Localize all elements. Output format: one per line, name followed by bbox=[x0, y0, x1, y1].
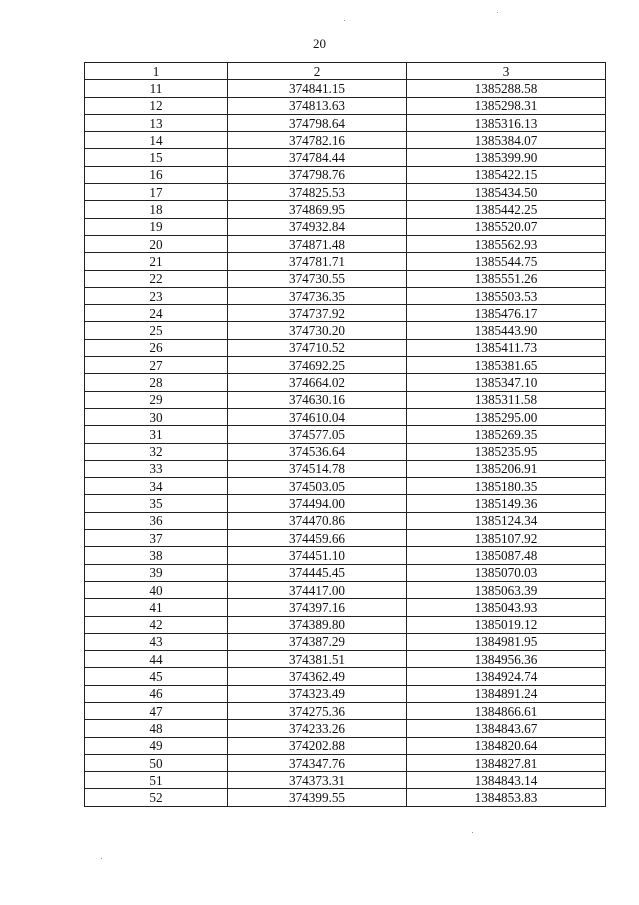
table-row bbox=[85, 408, 606, 425]
cell-x-coordinate: 374373.31 bbox=[228, 772, 407, 789]
table-header-row bbox=[85, 63, 606, 80]
cell-y-coordinate: 1384820.64 bbox=[407, 737, 606, 754]
cell-y-coordinate: 1385311.58 bbox=[407, 391, 606, 408]
cell-x-coordinate: 374577.05 bbox=[228, 426, 407, 443]
cell-x-coordinate: 374932.84 bbox=[228, 218, 407, 235]
cell-y-coordinate: 1385384.07 bbox=[407, 132, 606, 149]
table-row bbox=[85, 339, 606, 356]
table-row bbox=[85, 357, 606, 374]
cell-y-coordinate: 1384827.81 bbox=[407, 754, 606, 771]
cell-x-coordinate: 374813.63 bbox=[228, 97, 407, 114]
cell-x-coordinate: 374692.25 bbox=[228, 357, 407, 374]
cell-point-number: 48 bbox=[85, 720, 228, 737]
table-row bbox=[85, 616, 606, 633]
scan-speck bbox=[472, 832, 473, 833]
cell-point-number: 27 bbox=[85, 357, 228, 374]
cell-y-coordinate: 1385235.95 bbox=[407, 443, 606, 460]
cell-x-coordinate: 374798.76 bbox=[228, 166, 407, 183]
cell-x-coordinate: 374362.49 bbox=[228, 668, 407, 685]
cell-y-coordinate: 1385295.00 bbox=[407, 408, 606, 425]
cell-x-coordinate: 374399.55 bbox=[228, 789, 407, 806]
cell-point-number: 52 bbox=[85, 789, 228, 806]
table-row bbox=[85, 564, 606, 581]
cell-x-coordinate: 374825.53 bbox=[228, 184, 407, 201]
table-row bbox=[85, 426, 606, 443]
cell-x-coordinate: 374389.80 bbox=[228, 616, 407, 633]
cell-y-coordinate: 1385269.35 bbox=[407, 426, 606, 443]
cell-x-coordinate: 374275.36 bbox=[228, 702, 407, 719]
page-number: 20 bbox=[313, 36, 326, 51]
table-row bbox=[85, 737, 606, 754]
cell-y-coordinate: 1384843.14 bbox=[407, 772, 606, 789]
cell-y-coordinate: 1384843.67 bbox=[407, 720, 606, 737]
cell-y-coordinate: 1385298.31 bbox=[407, 97, 606, 114]
table-row bbox=[85, 253, 606, 270]
table-row bbox=[85, 754, 606, 771]
cell-point-number: 18 bbox=[85, 201, 228, 218]
scan-speck bbox=[101, 858, 102, 859]
coordinates-table-body bbox=[85, 63, 606, 807]
cell-point-number: 36 bbox=[85, 512, 228, 529]
cell-point-number: 28 bbox=[85, 374, 228, 391]
cell-y-coordinate: 1385019.12 bbox=[407, 616, 606, 633]
cell-y-coordinate: 1384981.95 bbox=[407, 633, 606, 650]
cell-point-number: 14 bbox=[85, 132, 228, 149]
table-row bbox=[85, 685, 606, 702]
cell-point-number: 25 bbox=[85, 322, 228, 339]
cell-y-coordinate: 1385411.73 bbox=[407, 339, 606, 356]
cell-point-number: 21 bbox=[85, 253, 228, 270]
cell-y-coordinate: 1385422.15 bbox=[407, 166, 606, 183]
table-row bbox=[85, 201, 606, 218]
column-header-y: 3 bbox=[407, 63, 606, 80]
table-row bbox=[85, 512, 606, 529]
cell-point-number: 32 bbox=[85, 443, 228, 460]
cell-x-coordinate: 374397.16 bbox=[228, 599, 407, 616]
cell-x-coordinate: 374841.15 bbox=[228, 80, 407, 97]
cell-x-coordinate: 374323.49 bbox=[228, 685, 407, 702]
table-row bbox=[85, 166, 606, 183]
scan-speck bbox=[497, 12, 498, 13]
column-header-point: 1 bbox=[85, 63, 228, 80]
cell-point-number: 19 bbox=[85, 218, 228, 235]
table-row bbox=[85, 270, 606, 287]
cell-point-number: 33 bbox=[85, 460, 228, 477]
cell-x-coordinate: 374736.35 bbox=[228, 287, 407, 304]
table-row bbox=[85, 114, 606, 131]
cell-x-coordinate: 374798.64 bbox=[228, 114, 407, 131]
cell-x-coordinate: 374869.95 bbox=[228, 201, 407, 218]
table-row bbox=[85, 443, 606, 460]
table-row bbox=[85, 720, 606, 737]
table-row bbox=[85, 599, 606, 616]
cell-x-coordinate: 374610.04 bbox=[228, 408, 407, 425]
cell-y-coordinate: 1384853.83 bbox=[407, 789, 606, 806]
cell-y-coordinate: 1385562.93 bbox=[407, 235, 606, 252]
cell-point-number: 13 bbox=[85, 114, 228, 131]
cell-x-coordinate: 374514.78 bbox=[228, 460, 407, 477]
cell-y-coordinate: 1385503.53 bbox=[407, 287, 606, 304]
cell-y-coordinate: 1385551.26 bbox=[407, 270, 606, 287]
table-row bbox=[85, 374, 606, 391]
table-row bbox=[85, 132, 606, 149]
cell-y-coordinate: 1385381.65 bbox=[407, 357, 606, 374]
table-row bbox=[85, 772, 606, 789]
cell-point-number: 51 bbox=[85, 772, 228, 789]
cell-point-number: 37 bbox=[85, 530, 228, 547]
cell-point-number: 16 bbox=[85, 166, 228, 183]
cell-x-coordinate: 374202.88 bbox=[228, 737, 407, 754]
table-row bbox=[85, 495, 606, 512]
cell-point-number: 22 bbox=[85, 270, 228, 287]
cell-y-coordinate: 1384924.74 bbox=[407, 668, 606, 685]
table-row bbox=[85, 184, 606, 201]
cell-point-number: 20 bbox=[85, 235, 228, 252]
cell-x-coordinate: 374737.92 bbox=[228, 305, 407, 322]
cell-y-coordinate: 1385206.91 bbox=[407, 460, 606, 477]
table-row bbox=[85, 651, 606, 668]
column-header-x: 2 bbox=[228, 63, 407, 80]
cell-y-coordinate: 1384956.36 bbox=[407, 651, 606, 668]
table-row bbox=[85, 391, 606, 408]
cell-y-coordinate: 1385443.90 bbox=[407, 322, 606, 339]
cell-x-coordinate: 374871.48 bbox=[228, 235, 407, 252]
cell-y-coordinate: 1385544.75 bbox=[407, 253, 606, 270]
cell-x-coordinate: 374781.71 bbox=[228, 253, 407, 270]
table-row bbox=[85, 460, 606, 477]
scan-speck bbox=[344, 20, 345, 21]
cell-point-number: 24 bbox=[85, 305, 228, 322]
cell-point-number: 43 bbox=[85, 633, 228, 650]
cell-x-coordinate: 374730.55 bbox=[228, 270, 407, 287]
cell-y-coordinate: 1385124.34 bbox=[407, 512, 606, 529]
cell-point-number: 39 bbox=[85, 564, 228, 581]
table-row bbox=[85, 80, 606, 97]
cell-y-coordinate: 1385087.48 bbox=[407, 547, 606, 564]
cell-y-coordinate: 1385107.92 bbox=[407, 530, 606, 547]
cell-point-number: 46 bbox=[85, 685, 228, 702]
table-row bbox=[85, 287, 606, 304]
cell-y-coordinate: 1385399.90 bbox=[407, 149, 606, 166]
cell-point-number: 30 bbox=[85, 408, 228, 425]
cell-x-coordinate: 374710.52 bbox=[228, 339, 407, 356]
cell-y-coordinate: 1385316.13 bbox=[407, 114, 606, 131]
table-row bbox=[85, 789, 606, 806]
cell-y-coordinate: 1385520.07 bbox=[407, 218, 606, 235]
cell-point-number: 35 bbox=[85, 495, 228, 512]
cell-x-coordinate: 374782.16 bbox=[228, 132, 407, 149]
cell-point-number: 47 bbox=[85, 702, 228, 719]
cell-y-coordinate: 1385180.35 bbox=[407, 478, 606, 495]
cell-point-number: 42 bbox=[85, 616, 228, 633]
cell-y-coordinate: 1385063.39 bbox=[407, 581, 606, 598]
cell-x-coordinate: 374347.76 bbox=[228, 754, 407, 771]
table-row bbox=[85, 97, 606, 114]
cell-x-coordinate: 374536.64 bbox=[228, 443, 407, 460]
cell-point-number: 23 bbox=[85, 287, 228, 304]
table-row bbox=[85, 547, 606, 564]
cell-point-number: 44 bbox=[85, 651, 228, 668]
cell-y-coordinate: 1384891.24 bbox=[407, 685, 606, 702]
cell-point-number: 34 bbox=[85, 478, 228, 495]
cell-y-coordinate: 1385434.50 bbox=[407, 184, 606, 201]
cell-x-coordinate: 374451.10 bbox=[228, 547, 407, 564]
table-row bbox=[85, 218, 606, 235]
cell-x-coordinate: 374664.02 bbox=[228, 374, 407, 391]
table-row bbox=[85, 581, 606, 598]
table-row bbox=[85, 702, 606, 719]
cell-point-number: 49 bbox=[85, 737, 228, 754]
cell-point-number: 12 bbox=[85, 97, 228, 114]
cell-x-coordinate: 374494.00 bbox=[228, 495, 407, 512]
table-row bbox=[85, 322, 606, 339]
table-row bbox=[85, 530, 606, 547]
cell-point-number: 26 bbox=[85, 339, 228, 356]
cell-y-coordinate: 1385347.10 bbox=[407, 374, 606, 391]
cell-point-number: 17 bbox=[85, 184, 228, 201]
cell-point-number: 31 bbox=[85, 426, 228, 443]
cell-point-number: 40 bbox=[85, 581, 228, 598]
cell-point-number: 50 bbox=[85, 754, 228, 771]
cell-point-number: 15 bbox=[85, 149, 228, 166]
cell-x-coordinate: 374630.16 bbox=[228, 391, 407, 408]
cell-x-coordinate: 374503.05 bbox=[228, 478, 407, 495]
coordinates-table bbox=[84, 62, 606, 807]
cell-y-coordinate: 1385043.93 bbox=[407, 599, 606, 616]
table-row bbox=[85, 668, 606, 685]
cell-y-coordinate: 1385070.03 bbox=[407, 564, 606, 581]
cell-point-number: 11 bbox=[85, 80, 228, 97]
cell-y-coordinate: 1385149.36 bbox=[407, 495, 606, 512]
cell-x-coordinate: 374417.00 bbox=[228, 581, 407, 598]
table-row bbox=[85, 478, 606, 495]
cell-x-coordinate: 374381.51 bbox=[228, 651, 407, 668]
cell-y-coordinate: 1385442.25 bbox=[407, 201, 606, 218]
cell-x-coordinate: 374459.66 bbox=[228, 530, 407, 547]
cell-x-coordinate: 374784.44 bbox=[228, 149, 407, 166]
cell-point-number: 41 bbox=[85, 599, 228, 616]
cell-point-number: 45 bbox=[85, 668, 228, 685]
cell-y-coordinate: 1384866.61 bbox=[407, 702, 606, 719]
cell-point-number: 29 bbox=[85, 391, 228, 408]
cell-x-coordinate: 374233.26 bbox=[228, 720, 407, 737]
table-row bbox=[85, 633, 606, 650]
cell-x-coordinate: 374387.29 bbox=[228, 633, 407, 650]
cell-y-coordinate: 1385288.58 bbox=[407, 80, 606, 97]
table-row bbox=[85, 235, 606, 252]
cell-point-number: 38 bbox=[85, 547, 228, 564]
table-row bbox=[85, 149, 606, 166]
cell-x-coordinate: 374445.45 bbox=[228, 564, 407, 581]
cell-x-coordinate: 374470.86 bbox=[228, 512, 407, 529]
cell-y-coordinate: 1385476.17 bbox=[407, 305, 606, 322]
cell-x-coordinate: 374730.20 bbox=[228, 322, 407, 339]
table-row bbox=[85, 305, 606, 322]
